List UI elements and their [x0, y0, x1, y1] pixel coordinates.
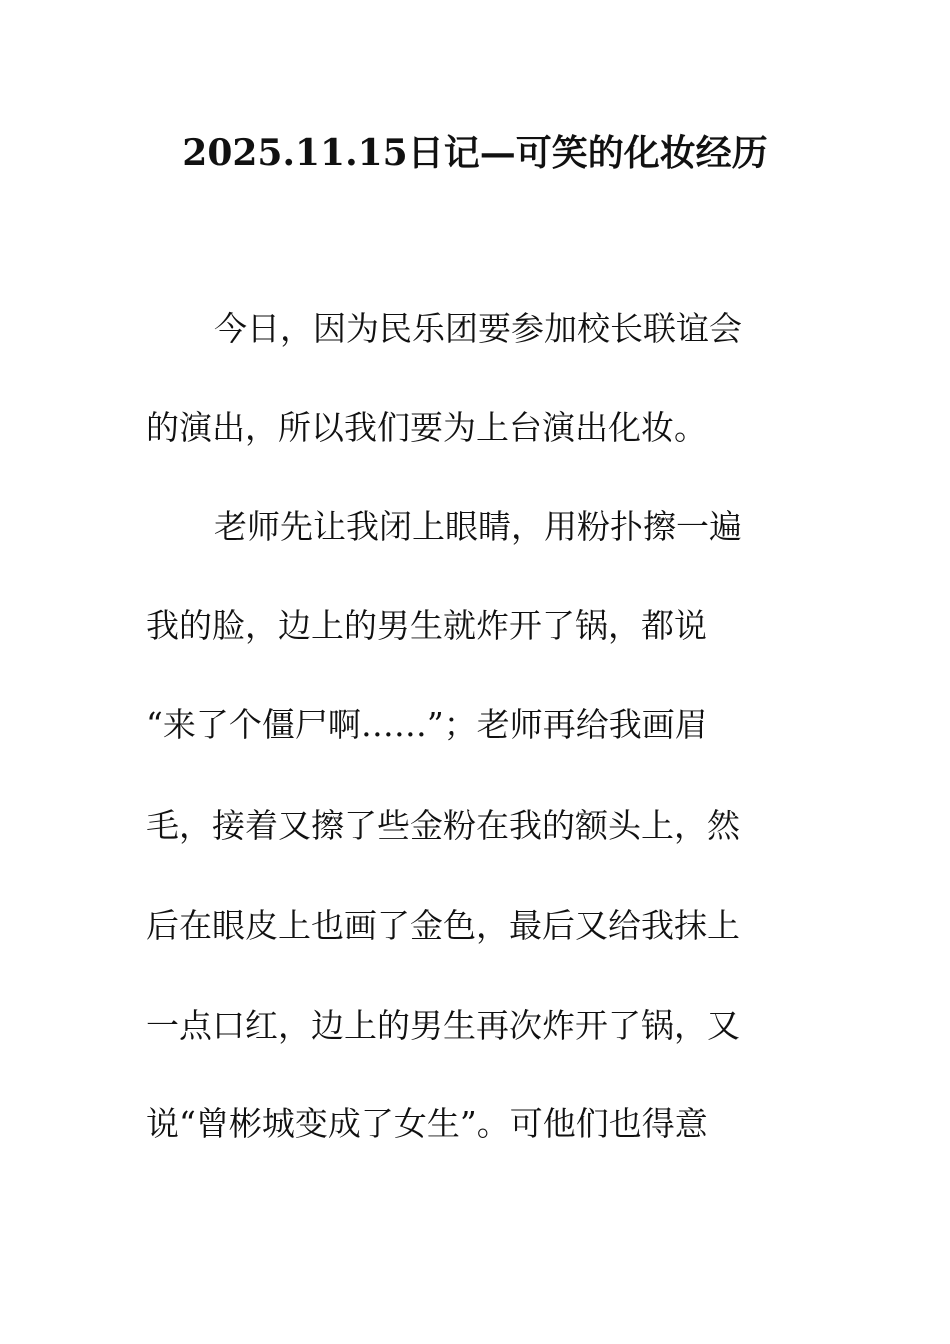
text-line: 毛，接着又擦了些金粉在我的额头上，然	[146, 806, 740, 845]
text-line: 后在眼皮上也画了金色，最后又给我抹上	[146, 906, 740, 945]
text-line: 一点口红，边上的男生再次炸开了锅，又	[146, 1006, 740, 1045]
text-line: “来了个僵尸啊……”；老师再给我画眉	[146, 705, 708, 744]
text-line: 老师先让我闭上眼睛，用粉扑擦一遍	[214, 507, 742, 546]
text-line: 今日，因为民乐团要参加校长联谊会	[214, 309, 742, 348]
text-line: 说“曾彬城变成了女生”。可他们也得意	[146, 1104, 708, 1143]
text-line: 的演出，所以我们要为上台演出化妆。	[146, 408, 707, 447]
text-line: 我的脸，边上的男生就炸开了锅，都说	[146, 606, 707, 645]
document-title: 2025.11.15日记—可笑的化妆经历	[182, 132, 768, 174]
